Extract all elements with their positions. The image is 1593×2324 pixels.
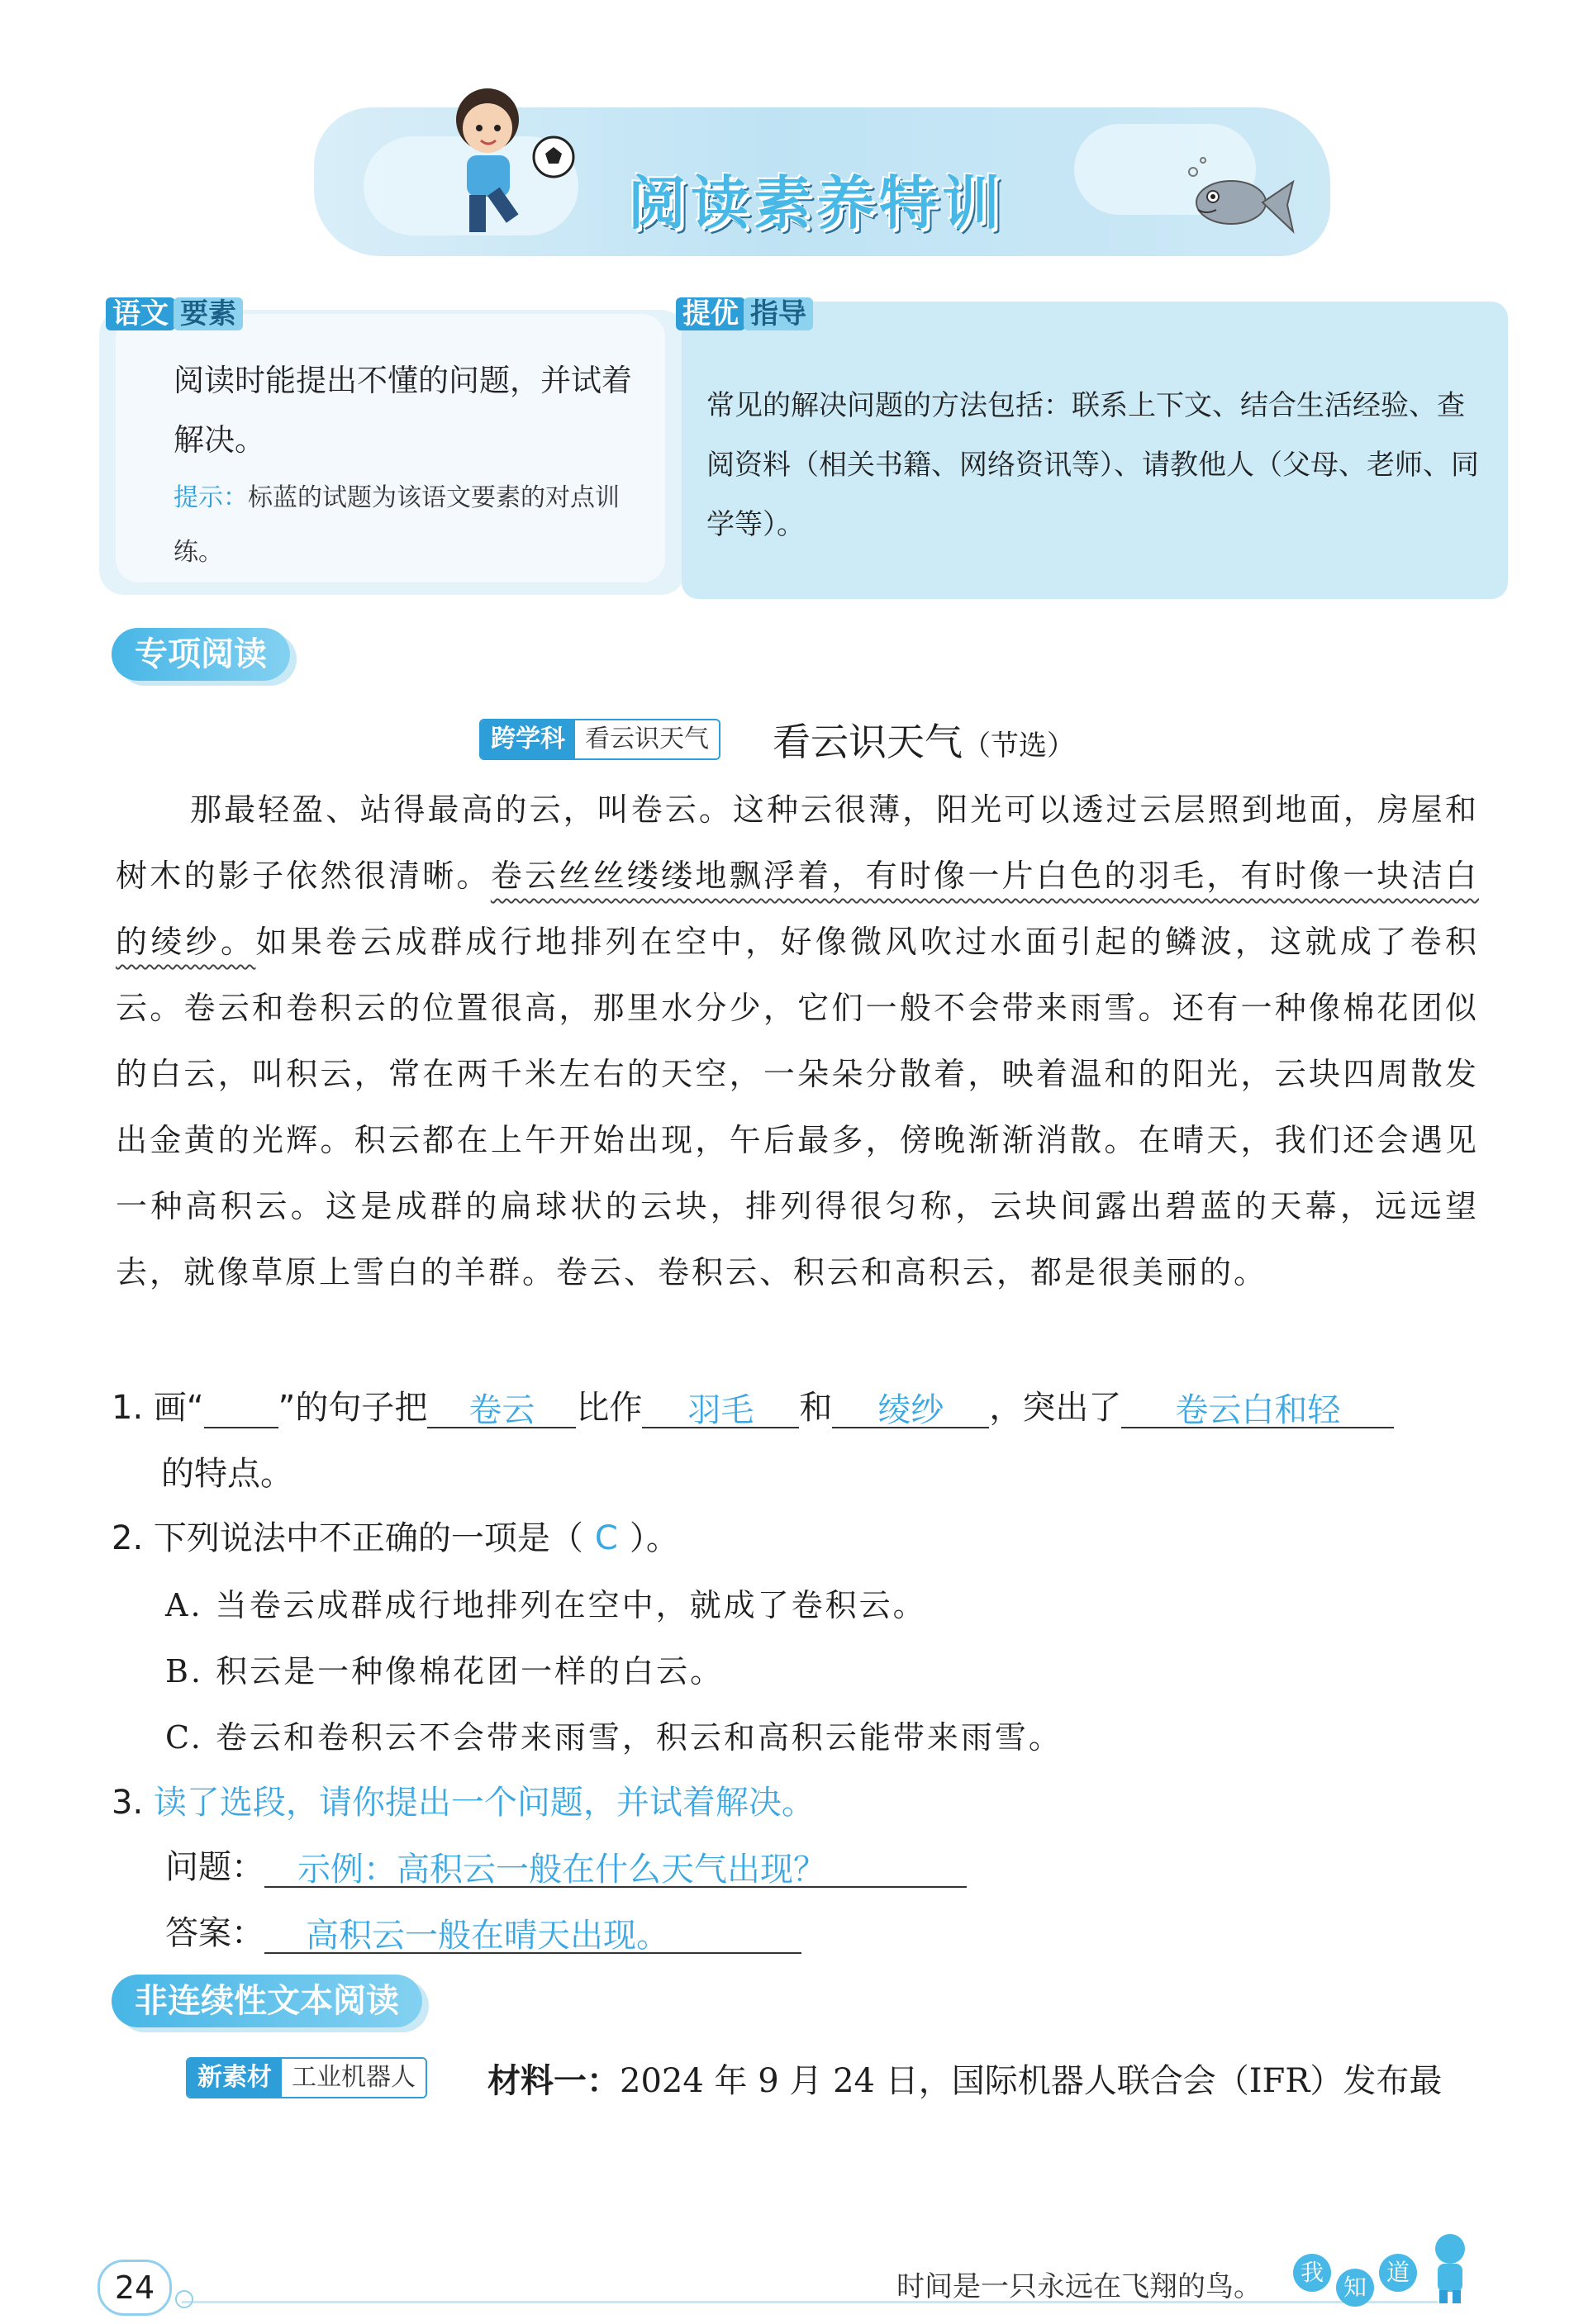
passage-tag-key: 跨学科	[481, 720, 575, 758]
q1-marker-blank	[204, 1384, 278, 1428]
footer-motto: 时间是一只永远在飞翔的鸟。	[896, 2270, 1262, 2303]
yuwen-tag-b: 要素	[174, 297, 243, 330]
question-1	[112, 1381, 1394, 1428]
passage-tag-value: 看云识天气	[575, 720, 719, 758]
q3-question-row	[165, 1841, 967, 1888]
yuwen-tag-a: 语文	[106, 297, 175, 330]
section-label-special-reading: 专项阅读	[112, 628, 290, 681]
q3-answer-label: 答案：	[165, 1914, 264, 1952]
passage-part-2: 如果卷云成群成行地排列在空中，好像微风吹过水面引起的鳞波，这就成了卷积云。卷云和卷积云的位置很高，那里水分少，它们一般不会带来雨雪。还有一种像棉花团似的白云，叫积云，常在两千米左右的天空，一朵朵分散着，映着温和的阳光，云块四周散发出金黄的光辉。积云都在上午开始出现，午后最多，傍晚渐渐消散。在晴天，我们还会遇见一种高积云。这是成群的扁球状的云块，排列得很匀称，云块间露出碧蓝的天幕，远远望去，就像草原上雪白的羊群。卷云、卷积云、积云和高积云，都是很美丽的。	[116, 924, 1479, 1290]
passage-tag	[479, 719, 720, 760]
q2-text: 下列说法中不正确的一项是（	[153, 1519, 583, 1557]
fish-illustration	[1182, 157, 1297, 256]
q2-number: 2.	[112, 1519, 144, 1557]
q2-option-a[interactable]: A. 当卷云成群成行地排列在空中，就成了卷积云。	[165, 1587, 927, 1623]
passage-underlined-sentence: 卷云丝丝缕缕地飘浮着，有时像一片白色的羽毛，有时像一块洁白的绫纱。	[116, 858, 1479, 960]
bubble-1: 我	[1293, 2254, 1331, 2292]
tip-text: 标蓝的试题为该语文要素的对点训练。	[174, 483, 620, 567]
yuwen-tip	[174, 471, 644, 580]
material-tag-key: 新素材	[188, 2059, 282, 2097]
boy-soccer-illustration	[430, 83, 595, 256]
passage-part-1: 那最轻盈、站得最高的云，叫卷云。这种云很薄，阳光可以透过云层照到地面，房屋和树木的影子依然很清晰。	[116, 791, 1479, 894]
footer-bubbles	[1293, 2254, 1417, 2307]
passage-body	[116, 777, 1479, 1305]
q1-answer-4[interactable]: 卷云白和轻	[1121, 1384, 1394, 1428]
bubble-3: 道	[1379, 2254, 1417, 2292]
question-2	[112, 1512, 679, 1559]
q3-question-label: 问题：	[165, 1848, 264, 1886]
page-number: 24	[97, 2260, 172, 2316]
material-tag-value: 工业机器人	[282, 2059, 426, 2097]
footer-kid-icon	[1421, 2231, 1479, 2305]
tiyou-tag-b: 指导	[744, 297, 813, 330]
q3-answer-answer[interactable]: 高积云一般在晴天出现。	[264, 1909, 801, 1954]
passage-title-text: 看云识天气	[773, 720, 963, 764]
q3-text: 读了选段，请你提出一个问题，并试着解决。	[153, 1784, 815, 1822]
material-tag	[186, 2057, 427, 2098]
q1-pre: 画“	[153, 1389, 204, 1427]
q3-answer-row	[165, 1907, 801, 1954]
q1-mid: ”的句子把	[278, 1389, 428, 1427]
passage-title-note: （节选）	[963, 730, 1075, 763]
q1-tail: 的特点。	[161, 1455, 293, 1493]
yuwen-tag	[106, 293, 243, 335]
q2-close: ）。	[629, 1519, 679, 1557]
q1-answer-1[interactable]: 卷云	[427, 1384, 576, 1428]
page-dot-decoration	[175, 2290, 193, 2308]
q1-text-3: 和	[799, 1389, 833, 1427]
tiyou-text: 常见的解决问题的方法包括：联系上下文、结合生活经验、查阅资料（相关书籍、网络资讯等）、请教他人（父母、老师、同学等）。	[706, 389, 1479, 541]
q1-text-2: 比作	[576, 1389, 643, 1427]
yuwen-text: 阅读时能提出不懂的问题，并试着解决。	[174, 363, 632, 458]
material-label: 材料一：	[487, 2062, 620, 2100]
material-one	[487, 2055, 1442, 2102]
q1-answer-2[interactable]: 羽毛	[642, 1384, 799, 1428]
passage-title	[773, 712, 1075, 767]
q2-option-c[interactable]: C. 卷云和卷积云不会带来雨雪，积云和高积云能带来雨雪。	[165, 1719, 1063, 1756]
bubble-2: 知	[1336, 2269, 1374, 2307]
tip-label: 提示：	[174, 483, 248, 512]
material-text: 2024 年 9 月 24 日，国际机器人联合会（IFR）发布最	[620, 2062, 1443, 2100]
q1-text-4: ，突出了	[989, 1389, 1122, 1427]
page-title: 阅读素养特训	[628, 169, 1005, 237]
tiyou-tag-a: 提优	[676, 297, 745, 330]
q3-question-answer[interactable]: 示例：高积云一般在什么天气出现？	[264, 1843, 967, 1888]
q2-answer[interactable]: C	[594, 1519, 618, 1557]
q2-option-b[interactable]: B. 积云是一种像棉花团一样的白云。	[165, 1653, 725, 1690]
q1-answer-3[interactable]: 绫纱	[832, 1384, 989, 1428]
tiyou-tag	[676, 293, 813, 335]
q3-number: 3.	[112, 1784, 144, 1822]
section-label-nonlinear-reading: 非连续性文本阅读	[112, 1975, 422, 2027]
question-3	[112, 1776, 815, 1823]
q1-number: 1.	[112, 1389, 144, 1427]
